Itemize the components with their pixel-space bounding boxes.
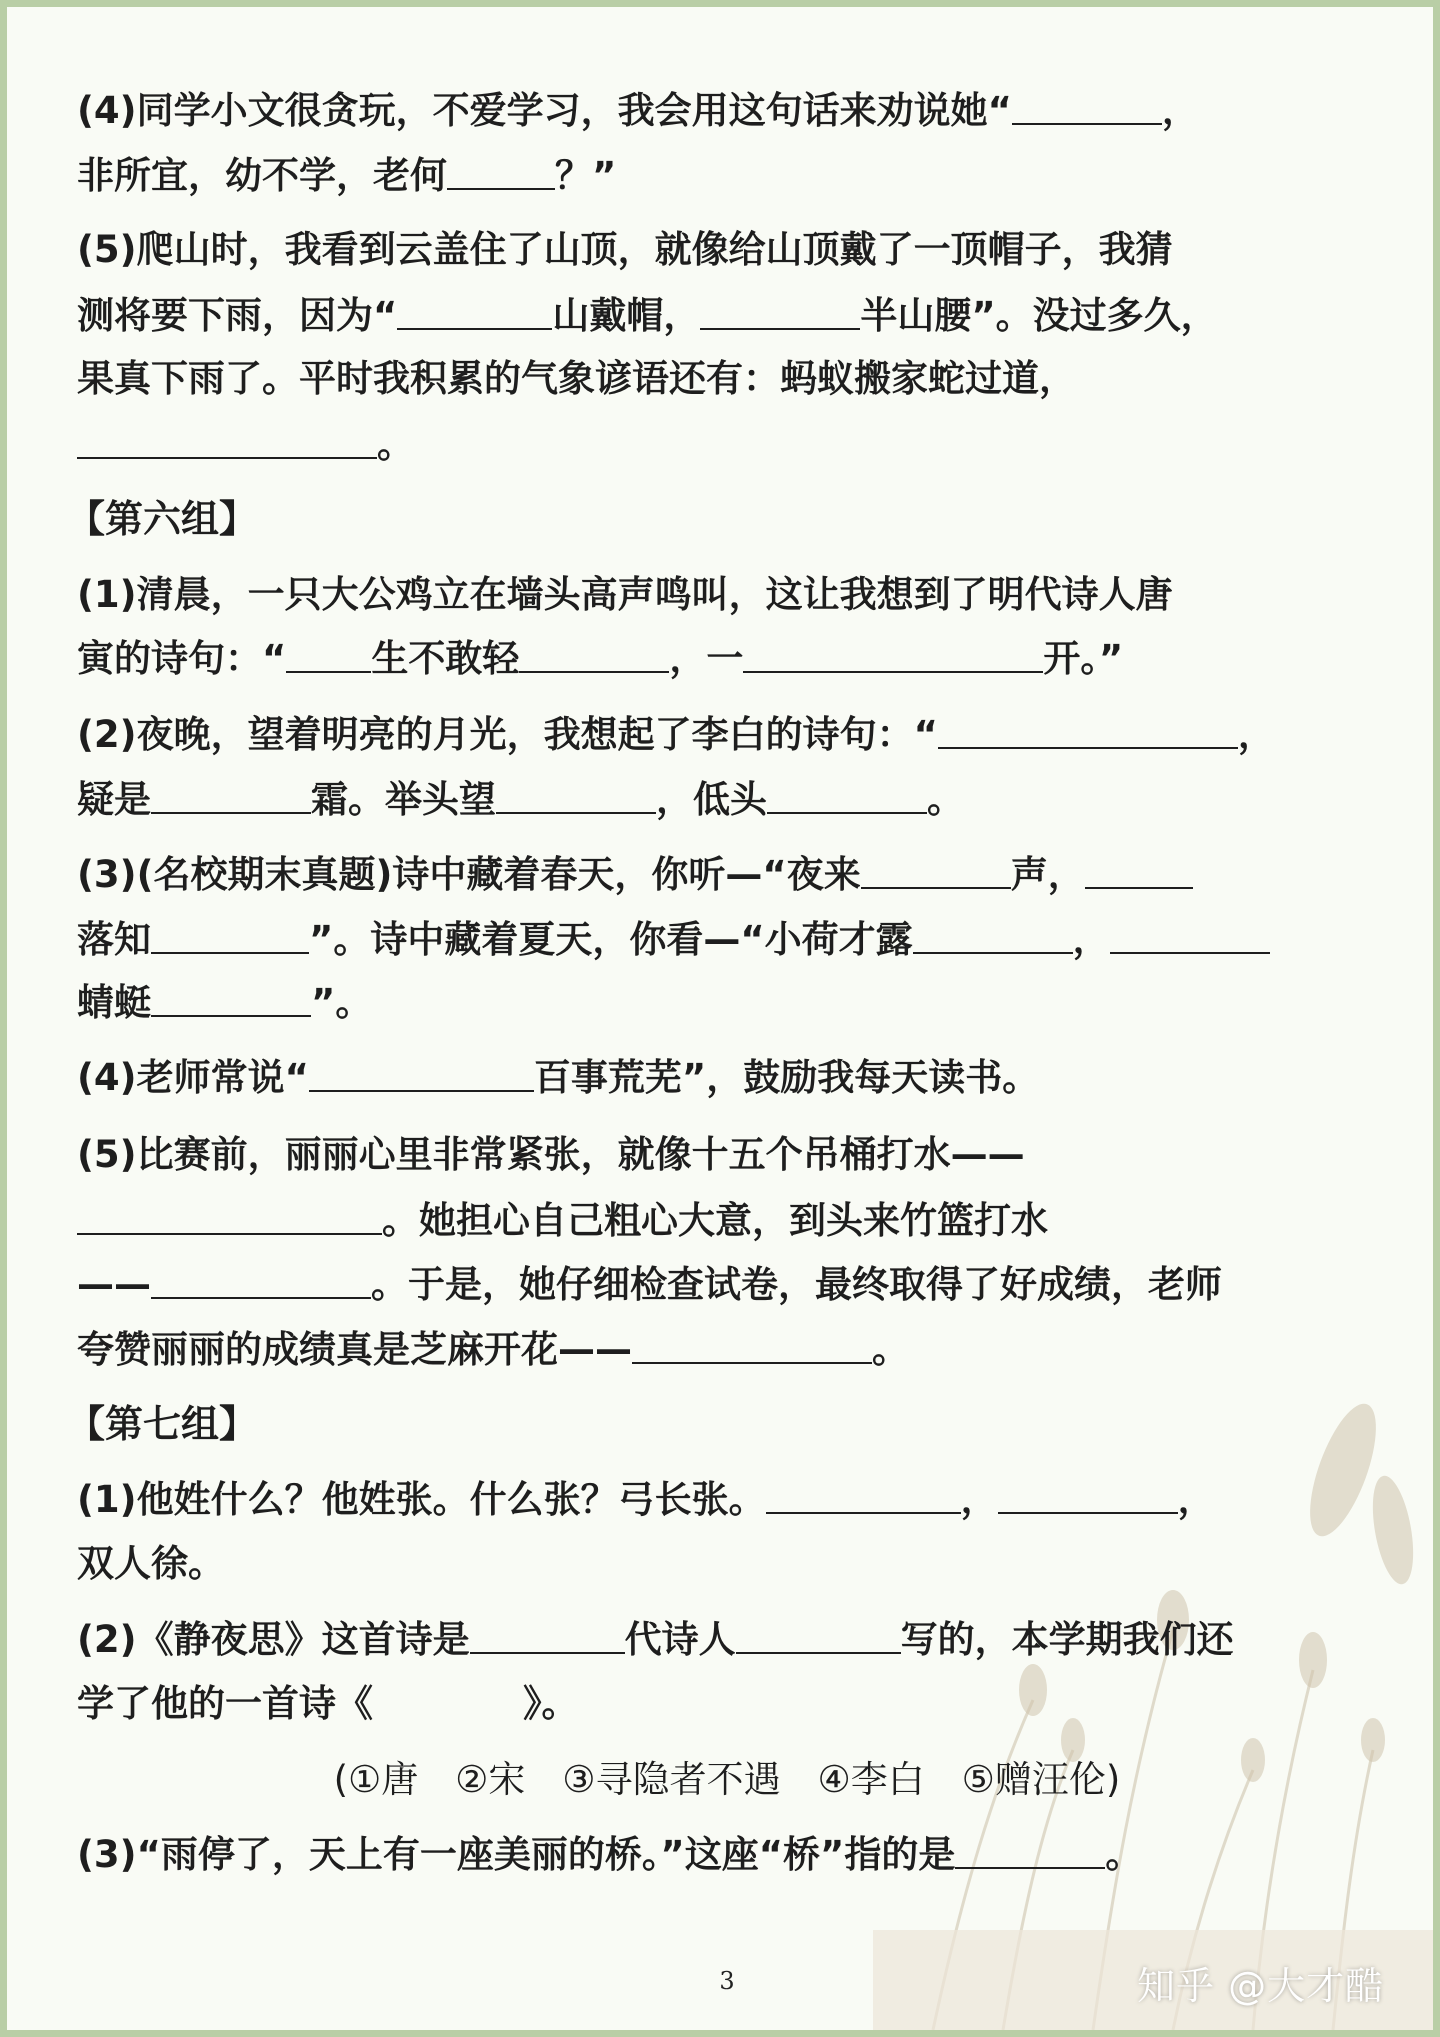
q5-4-line2: 非所宜，幼不学，老何 ？” [77, 150, 616, 201]
blank[interactable] [397, 290, 552, 330]
q6-5-line1: (5)比赛前，丽丽心里非常紧张，就像十五个吊桶打水—— [77, 1133, 1025, 1176]
blank[interactable] [447, 150, 555, 190]
blank[interactable] [998, 1474, 1178, 1514]
blank[interactable] [1012, 85, 1162, 125]
blank[interactable] [767, 774, 927, 814]
blank[interactable] [77, 1195, 382, 1235]
blank[interactable] [955, 1829, 1105, 1869]
q6-3-line3: 蜻蜓 ”。 [77, 977, 372, 1028]
zhihu-watermark: 知乎 @大才酷 [1137, 1964, 1385, 2008]
blank[interactable] [151, 774, 311, 814]
q6-5-line4: 夸赞丽丽的成绩真是芝麻开花—— 。 [77, 1324, 909, 1375]
q6-4-line: (4)老师常说“ 百事荒芜”，鼓励我每天读书。 [77, 1052, 1039, 1103]
q7-1-line2: 双人徐。 [77, 1542, 225, 1585]
blank[interactable] [743, 633, 1043, 673]
q6-5-line3: —— 。于是，她仔细检查试卷，最终取得了好成绩，老师 [77, 1259, 1222, 1310]
q6-3-line2: 落知 ”。诗中藏着夏天，你看—“小荷才露 ， [77, 914, 1270, 965]
blank[interactable] [519, 633, 669, 673]
blank[interactable] [766, 1474, 961, 1514]
blank[interactable] [470, 1614, 625, 1654]
q5-4-line1: (4)同学小文很贪玩，不爱学习，我会用这句话来劝说她“ ， [77, 85, 1199, 136]
q6-2-line2: 疑是 霜。举头望 ，低头 。 [77, 774, 964, 825]
q7-2-options: (①唐 ②宋 ③寻隐者不遇 ④李白 ⑤赠汪伦) [333, 1758, 1121, 1801]
section-seven-heading: 【第七组】 [67, 1402, 258, 1446]
q6-3-line1: (3)(名校期末真题)诗中藏着春天，你听—“夜来 声， [77, 849, 1193, 900]
blank[interactable] [77, 419, 377, 459]
q6-1-line1: (1)清晨，一只大公鸡立在墙头高声鸣叫，这让我想到了明代诗人唐 [77, 573, 1173, 616]
q5-5-line4: 。 [77, 419, 414, 470]
q6-5-line2: 。她担心自己粗心大意，到头来竹篮打水 [77, 1195, 1048, 1246]
section-six-heading: 【第六组】 [67, 497, 258, 541]
blank[interactable] [1085, 849, 1193, 889]
q7-3-line: (3)“雨停了，天上有一座美丽的桥。”这座“桥”指的是 。 [77, 1829, 1142, 1880]
q6-2-line1: (2)夜晚，望着明亮的月光，我想起了李白的诗句：“ ， [77, 709, 1275, 760]
q5-5-line1: (5)爬山时，我看到云盖住了山顶，就像给山顶戴了一顶帽子，我猜 [77, 228, 1173, 271]
blank[interactable] [1110, 914, 1270, 954]
blank[interactable] [938, 709, 1238, 749]
blank[interactable] [496, 774, 656, 814]
q7-1-line1: (1)他姓什么？他姓张。什么张？弓长张。 ， ， [77, 1474, 1215, 1525]
blank[interactable] [632, 1324, 872, 1364]
q5-5-line2: 测将要下雨，因为“ 山戴帽， 半山腰”。没过多久， [77, 290, 1218, 341]
reed-grass-decoration [873, 1370, 1433, 2030]
blank[interactable] [151, 914, 309, 954]
q6-1-line2: 寅的诗句：“ 生不敢轻 ，一 开。” [77, 633, 1123, 684]
page-number: 3 [719, 1967, 735, 1995]
blank[interactable] [286, 633, 371, 673]
q7-2-line2: 学了他的一首诗《 》。 [77, 1682, 579, 1725]
blank[interactable] [309, 1052, 534, 1092]
blank[interactable] [151, 977, 311, 1017]
q5-5-line3: 果真下雨了。平时我积累的气象谚语还有：蚂蚁搬家蛇过道， [77, 357, 1076, 400]
blank[interactable] [861, 849, 1011, 889]
blank[interactable] [913, 914, 1073, 954]
q7-2-line1: (2)《静夜思》这首诗是 代诗人 写的，本学期我们还 [77, 1614, 1234, 1665]
blank[interactable] [700, 290, 860, 330]
blank[interactable] [736, 1614, 901, 1654]
blank[interactable] [151, 1259, 371, 1299]
